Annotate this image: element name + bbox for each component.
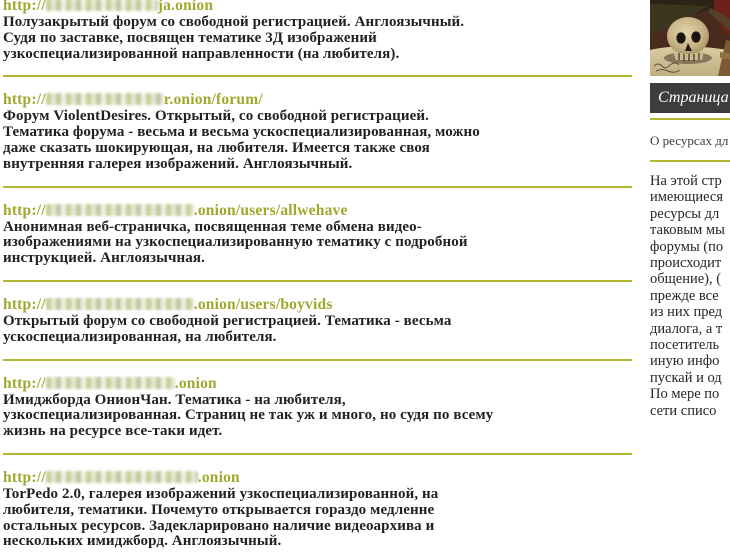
sidebar-about-paragraph bbox=[650, 173, 730, 419]
entry-description-line: TorPedo 2.0, галерея изображений узкоспециализированной, на bbox=[3, 485, 439, 502]
skull-painting-image bbox=[650, 0, 730, 76]
paragraph-line: пускай и од bbox=[650, 369, 722, 386]
paragraph-line: из них пред bbox=[650, 304, 723, 321]
paragraph-line: По мере по bbox=[650, 386, 720, 403]
paragraph-line: посетитель bbox=[650, 337, 720, 354]
onion-link[interactable] bbox=[3, 92, 635, 108]
onion-link[interactable] bbox=[3, 0, 635, 14]
url-prefix: http:// bbox=[3, 374, 46, 392]
censored-url-segment bbox=[46, 93, 164, 105]
onion-link[interactable] bbox=[3, 203, 635, 219]
link-entry bbox=[3, 470, 635, 550]
paragraph-line: диалога, а т bbox=[650, 320, 723, 337]
url-suffix: .onion bbox=[197, 468, 240, 486]
onion-link[interactable] bbox=[3, 470, 635, 486]
onion-link[interactable] bbox=[3, 376, 635, 392]
link-list bbox=[3, 0, 635, 550]
link-entry bbox=[3, 297, 635, 361]
sidebar-section-title: Страница bbox=[658, 89, 729, 106]
link-entry bbox=[3, 92, 635, 187]
url-prefix: http:// bbox=[3, 201, 46, 219]
entry-description-line: даже сказать шокирующая, на любителя. Имеется также своя bbox=[3, 139, 430, 156]
entry-divider bbox=[3, 453, 632, 455]
censored-url-segment bbox=[46, 298, 194, 310]
entry-divider bbox=[3, 359, 632, 361]
url-prefix: http:// bbox=[3, 91, 46, 109]
entry-description-line: Полузакрытый форум со свободной регистрацией. Англоязычный. bbox=[3, 14, 465, 30]
onion-link[interactable] bbox=[3, 297, 635, 313]
entry-divider bbox=[3, 75, 632, 77]
paragraph-line: иную инфо bbox=[650, 353, 720, 370]
paragraph-line: форумы (по bbox=[650, 238, 724, 255]
url-suffix: .onion bbox=[174, 374, 217, 392]
paragraph-line: сети списо bbox=[650, 402, 717, 419]
entry-description-line: узкоспециализированной направленности (на любителя). bbox=[3, 45, 400, 62]
url-prefix: http:// bbox=[3, 0, 46, 14]
entry-divider bbox=[3, 280, 632, 282]
sidebar bbox=[650, 0, 730, 553]
url-suffix: r.onion/forum/ bbox=[163, 91, 263, 109]
url-prefix: http:// bbox=[3, 295, 46, 313]
censored-url-segment bbox=[46, 0, 158, 11]
entry-description-line: инструкцией. Англоязычная. bbox=[3, 250, 205, 267]
entry-description-line: Анонимная веб-страничка, посвященная теме обмена видео- bbox=[3, 218, 422, 235]
entry-description-line: Открытый форум со свободной регистрацией. Тематика - весьма bbox=[3, 312, 452, 329]
censored-url-segment bbox=[46, 377, 175, 389]
entry-description-line: нескольких имиджборд. Англоязычный. bbox=[3, 533, 282, 550]
paragraph-line: На этой стр bbox=[650, 173, 722, 189]
entry-description-line: Форум ViolentDesires. Открытый, со свободной регистрацией. bbox=[3, 108, 429, 125]
url-suffix: ja.onion bbox=[157, 0, 214, 14]
entry-description-line: внутренняя галерея изображений. Англоязычный. bbox=[3, 155, 353, 172]
sidebar-divider bbox=[650, 160, 730, 162]
link-entry bbox=[3, 376, 635, 455]
paragraph-line: имеющиеся bbox=[650, 189, 724, 206]
entry-description-line: Тематика форума - весьма и весьма ускоспециализированная, можно bbox=[3, 124, 480, 141]
entry-description-line: любителя, тематики. Почемуто открывается гораздо медленне bbox=[3, 501, 435, 518]
paragraph-line: общение), ( bbox=[650, 271, 722, 288]
entry-description-line: жизнь на ресурсе все-таки идет. bbox=[3, 423, 223, 440]
url-suffix: .onion/users/allwehave bbox=[193, 201, 348, 219]
sidebar-section-header bbox=[650, 83, 730, 113]
url-suffix: .onion/users/boyvids bbox=[193, 295, 333, 313]
entry-description-line: ускоспециализированная, на любителя. bbox=[3, 328, 277, 345]
entry-description-line: изображениями на узкоспециализированную тематику с подробной bbox=[3, 234, 468, 251]
paragraph-line: происходит bbox=[650, 255, 722, 272]
entry-description-line: узкоспециализированная. Страниц не так уж и много, но судя по всему bbox=[3, 407, 494, 424]
url-prefix: http:// bbox=[3, 468, 46, 486]
paragraph-line: прежде все bbox=[650, 287, 719, 304]
censored-url-segment bbox=[46, 204, 194, 216]
entry-description-line: Имиджборда ОнионЧан. Тематика - на любителя, bbox=[3, 391, 346, 408]
entry-divider bbox=[3, 186, 632, 188]
paragraph-line: таковым мы bbox=[650, 222, 725, 239]
link-entry bbox=[3, 203, 635, 282]
link-entry bbox=[3, 0, 635, 77]
paragraph-line: ресурсы дл bbox=[650, 205, 720, 222]
entry-description-line: Судя по заставке, посвящен тематике 3Д изображений bbox=[3, 29, 377, 46]
sidebar-subtitle: О ресурсах дл bbox=[650, 133, 729, 148]
entry-description-line: остальных ресурсов. Задекларировано наличие видеоархива и bbox=[3, 517, 435, 534]
censored-url-segment bbox=[46, 471, 198, 483]
sidebar-divider bbox=[650, 118, 730, 120]
